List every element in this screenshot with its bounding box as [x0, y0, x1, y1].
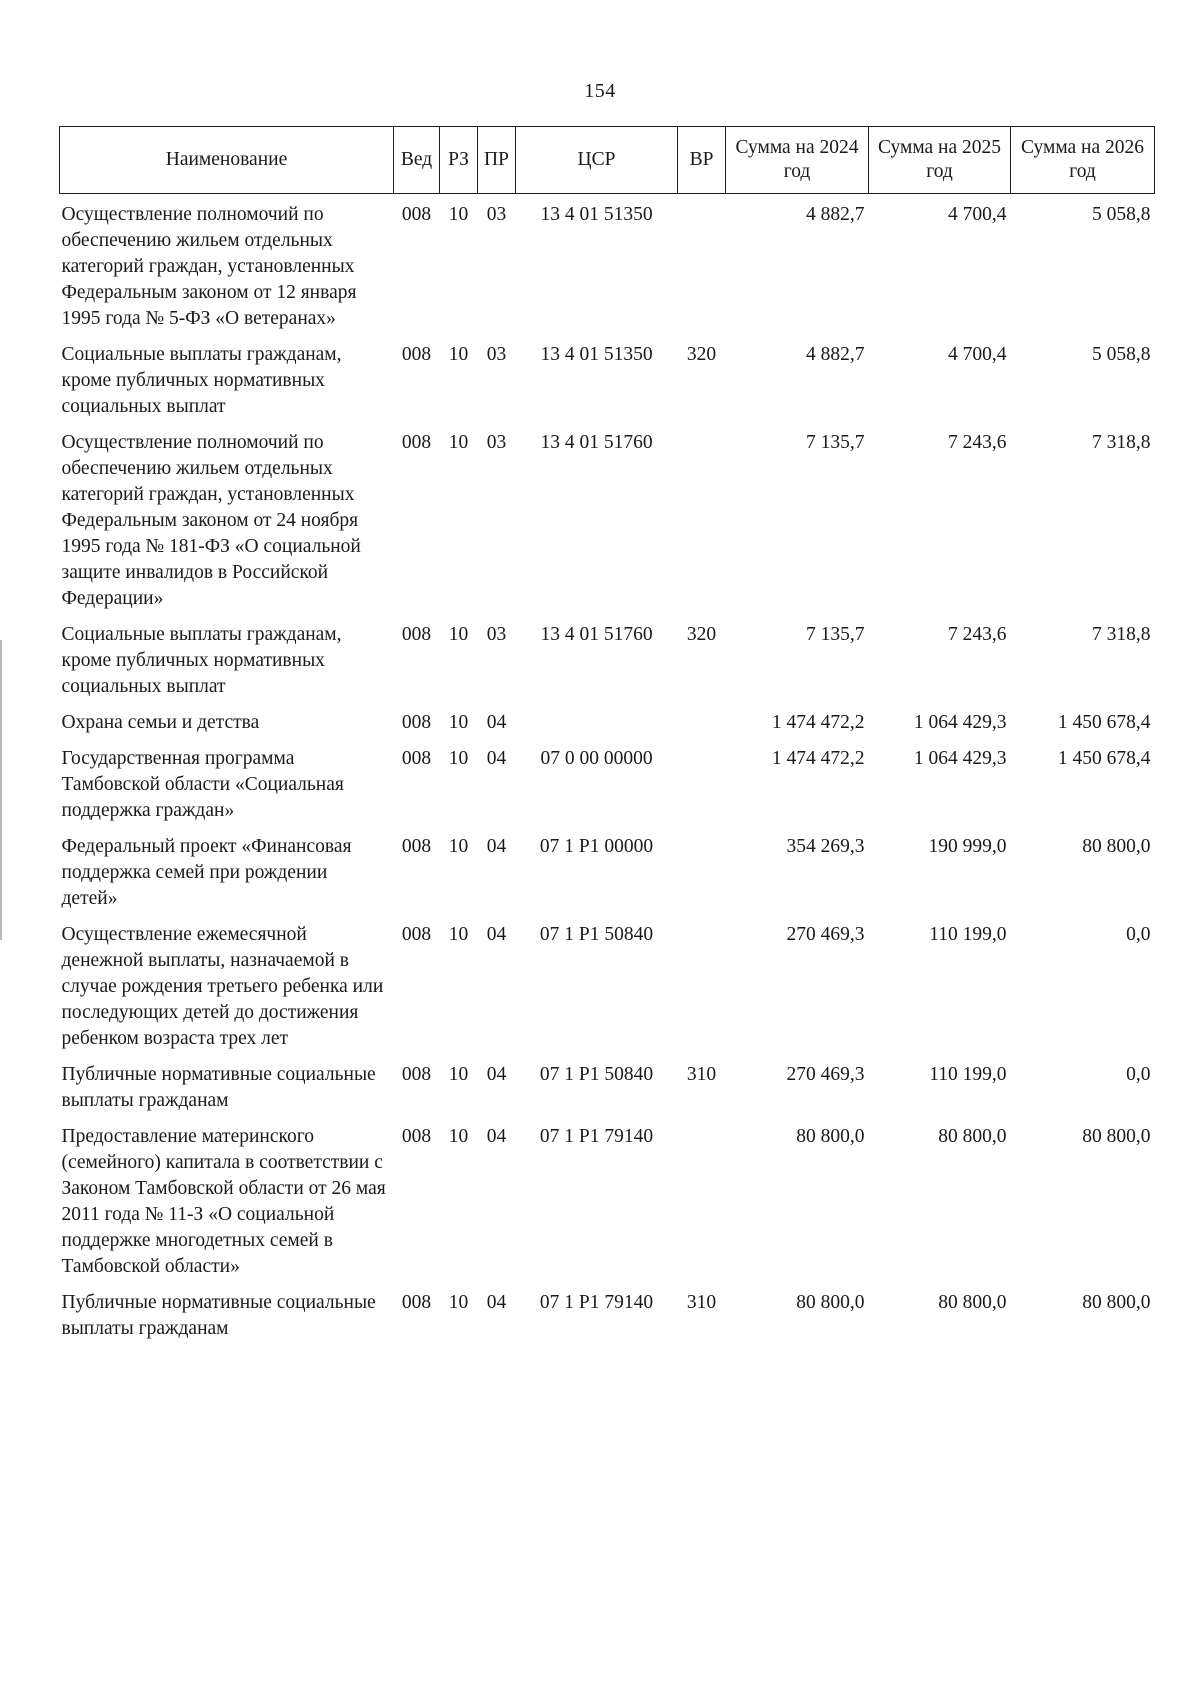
row-name: Осуществление полномочий по обеспечению жильем отдельных категорий граждан, установленных Федеральным законом от 24 ноября 1995 года № 181-ФЗ «О социальной защите инвалидов в Российской Федерации» — [61, 432, 361, 609]
row-sum-2026: 1 450 678,4 — [1057, 712, 1151, 733]
row-sum-2024: 1 474 472,2 — [771, 712, 865, 733]
row-vr: 310 — [686, 1064, 717, 1085]
table-row — [60, 739, 1155, 827]
row-sum-2025: 190 999,0 — [928, 836, 1007, 857]
row-sum-2026: 80 800,0 — [1082, 1292, 1151, 1313]
header-vr: ВР — [678, 127, 726, 194]
header-rz: РЗ — [440, 127, 478, 194]
row-sum-2025: 4 700,4 — [948, 204, 1007, 225]
row-sum-2026: 0,0 — [1126, 924, 1151, 945]
row-pr: 03 — [486, 432, 507, 453]
row-csr: 07 1 Р1 50840 — [539, 924, 654, 945]
row-ved: 008 — [401, 836, 432, 857]
table-row — [60, 827, 1155, 915]
row-csr: 07 1 Р1 79140 — [539, 1292, 654, 1313]
row-sum-2024: 1 474 472,2 — [771, 748, 865, 769]
row-ved: 008 — [401, 204, 432, 225]
row-rz: 10 — [448, 1064, 469, 1085]
row-rz: 10 — [448, 344, 469, 365]
row-pr: 03 — [486, 624, 507, 645]
scan-edge-mark — [0, 640, 2, 940]
header-pr: ПР — [478, 127, 516, 194]
header-ved: Вед — [394, 127, 440, 194]
budget-table — [59, 126, 1155, 1345]
row-ved: 008 — [401, 344, 432, 365]
row-csr: 07 1 Р1 79140 — [539, 1126, 654, 1147]
row-name: Предоставление материнского (семейного) капитала в соответствии с Законом Тамбовской области от 26 мая 2011 года № 11-З «О социальной поддержке многодетных семей в Тамбовской области» — [61, 1126, 386, 1277]
table-body — [60, 194, 1155, 1346]
row-vr — [678, 915, 726, 1055]
row-vr — [678, 827, 726, 915]
table-row — [60, 1283, 1155, 1345]
row-sum-2024: 270 469,3 — [786, 1064, 865, 1085]
row-sum-2024: 80 800,0 — [796, 1292, 865, 1313]
row-rz: 10 — [448, 836, 469, 857]
row-ved: 008 — [401, 924, 432, 945]
row-csr: 13 4 01 51760 — [540, 624, 653, 645]
row-sum-2024: 270 469,3 — [786, 924, 865, 945]
row-sum-2024: 4 882,7 — [806, 344, 865, 365]
row-sum-2024: 7 135,7 — [806, 624, 865, 645]
row-rz: 10 — [448, 748, 469, 769]
row-ved: 008 — [401, 1292, 432, 1313]
row-sum-2025: 7 243,6 — [948, 432, 1007, 453]
row-sum-2026: 5 058,8 — [1092, 344, 1151, 365]
row-rz: 10 — [448, 432, 469, 453]
row-name: Публичные нормативные социальные выплаты гражданам — [61, 1292, 376, 1339]
row-sum-2025: 80 800,0 — [938, 1126, 1007, 1147]
header-sum-2025: Сумма на 2025 год — [869, 127, 1011, 194]
table-row — [60, 615, 1155, 703]
row-sum-2024: 354 269,3 — [786, 836, 865, 857]
header-csr: ЦСР — [516, 127, 678, 194]
row-name: Социальные выплаты гражданам, кроме публичных нормативных социальных выплат — [61, 624, 342, 697]
header-row — [60, 127, 1155, 194]
row-vr — [678, 739, 726, 827]
row-pr: 04 — [486, 924, 507, 945]
row-csr: 13 4 01 51350 — [540, 204, 653, 225]
table-row — [60, 1055, 1155, 1117]
row-ved: 008 — [401, 1064, 432, 1085]
row-sum-2026: 0,0 — [1126, 1064, 1151, 1085]
row-name: Федеральный проект «Финансовая поддержка семей при рождении детей» — [61, 836, 352, 909]
row-name: Социальные выплаты гражданам, кроме публичных нормативных социальных выплат — [61, 344, 342, 417]
row-name: Осуществление ежемесячной денежной выплаты, назначаемой в случае рождения третьего ребенка или последующих детей до достижения ребенком возраста трех лет — [61, 924, 384, 1049]
row-ved: 008 — [401, 712, 432, 733]
row-sum-2026: 5 058,8 — [1092, 204, 1151, 225]
row-pr: 04 — [486, 1126, 507, 1147]
row-sum-2026: 80 800,0 — [1082, 1126, 1151, 1147]
page-number: 154 — [584, 80, 616, 102]
row-rz: 10 — [448, 204, 469, 225]
row-csr: 13 4 01 51350 — [540, 344, 653, 365]
row-ved: 008 — [401, 1126, 432, 1147]
table-row — [60, 1117, 1155, 1283]
row-pr: 04 — [486, 712, 507, 733]
row-pr: 04 — [486, 1292, 507, 1313]
table-row — [60, 915, 1155, 1055]
row-vr — [678, 703, 726, 739]
table-row — [60, 423, 1155, 615]
row-vr — [678, 194, 726, 336]
table-header — [60, 127, 1155, 194]
row-vr — [678, 1117, 726, 1283]
header-sum-2026: Сумма на 2026 год — [1011, 127, 1155, 194]
row-sum-2025: 110 199,0 — [929, 924, 1007, 945]
row-sum-2026: 7 318,8 — [1092, 432, 1151, 453]
row-sum-2025: 80 800,0 — [938, 1292, 1007, 1313]
table-row — [60, 703, 1155, 739]
row-rz: 10 — [448, 1126, 469, 1147]
row-sum-2025: 110 199,0 — [929, 1064, 1007, 1085]
table-row — [60, 335, 1155, 423]
row-csr: 13 4 01 51760 — [540, 432, 653, 453]
row-sum-2025: 4 700,4 — [948, 344, 1007, 365]
row-vr: 320 — [686, 344, 717, 365]
row-pr: 03 — [486, 204, 507, 225]
row-sum-2024: 7 135,7 — [806, 432, 865, 453]
row-pr: 04 — [486, 1064, 507, 1085]
row-pr: 04 — [486, 748, 507, 769]
header-name: Наименование — [60, 127, 394, 194]
row-csr: 07 1 Р1 50840 — [539, 1064, 654, 1085]
row-pr: 03 — [486, 344, 507, 365]
header-sum-2024: Сумма на 2024 год — [726, 127, 869, 194]
row-vr: 320 — [686, 624, 717, 645]
row-sum-2025: 7 243,6 — [948, 624, 1007, 645]
row-sum-2026: 7 318,8 — [1092, 624, 1151, 645]
row-sum-2026: 80 800,0 — [1082, 836, 1151, 857]
row-name: Осуществление полномочий по обеспечению жильем отдельных категорий граждан, установленных Федеральным законом от 12 января 1995 года № 5-ФЗ «О ветеранах» — [61, 204, 357, 329]
row-name: Публичные нормативные социальные выплаты гражданам — [61, 1064, 376, 1111]
row-rz: 10 — [448, 924, 469, 945]
row-ved: 008 — [401, 624, 432, 645]
row-name: Охрана семьи и детства — [61, 712, 260, 733]
row-sum-2026: 1 450 678,4 — [1057, 748, 1151, 769]
row-sum-2024: 80 800,0 — [796, 1126, 865, 1147]
row-name: Государственная программа Тамбовской области «Социальная поддержка граждан» — [61, 748, 344, 821]
row-sum-2025: 1 064 429,3 — [913, 748, 1007, 769]
row-ved: 008 — [401, 748, 432, 769]
table-row — [60, 194, 1155, 336]
row-sum-2024: 4 882,7 — [806, 204, 865, 225]
row-rz: 10 — [448, 712, 469, 733]
row-sum-2025: 1 064 429,3 — [913, 712, 1007, 733]
row-csr: 07 0 00 00000 — [540, 748, 653, 769]
row-vr: 310 — [686, 1292, 717, 1313]
row-csr: 07 1 Р1 00000 — [539, 836, 654, 857]
row-csr — [516, 703, 678, 739]
row-pr: 04 — [486, 836, 507, 857]
row-rz: 10 — [448, 1292, 469, 1313]
row-ved: 008 — [401, 432, 432, 453]
row-rz: 10 — [448, 624, 469, 645]
row-vr — [678, 423, 726, 615]
